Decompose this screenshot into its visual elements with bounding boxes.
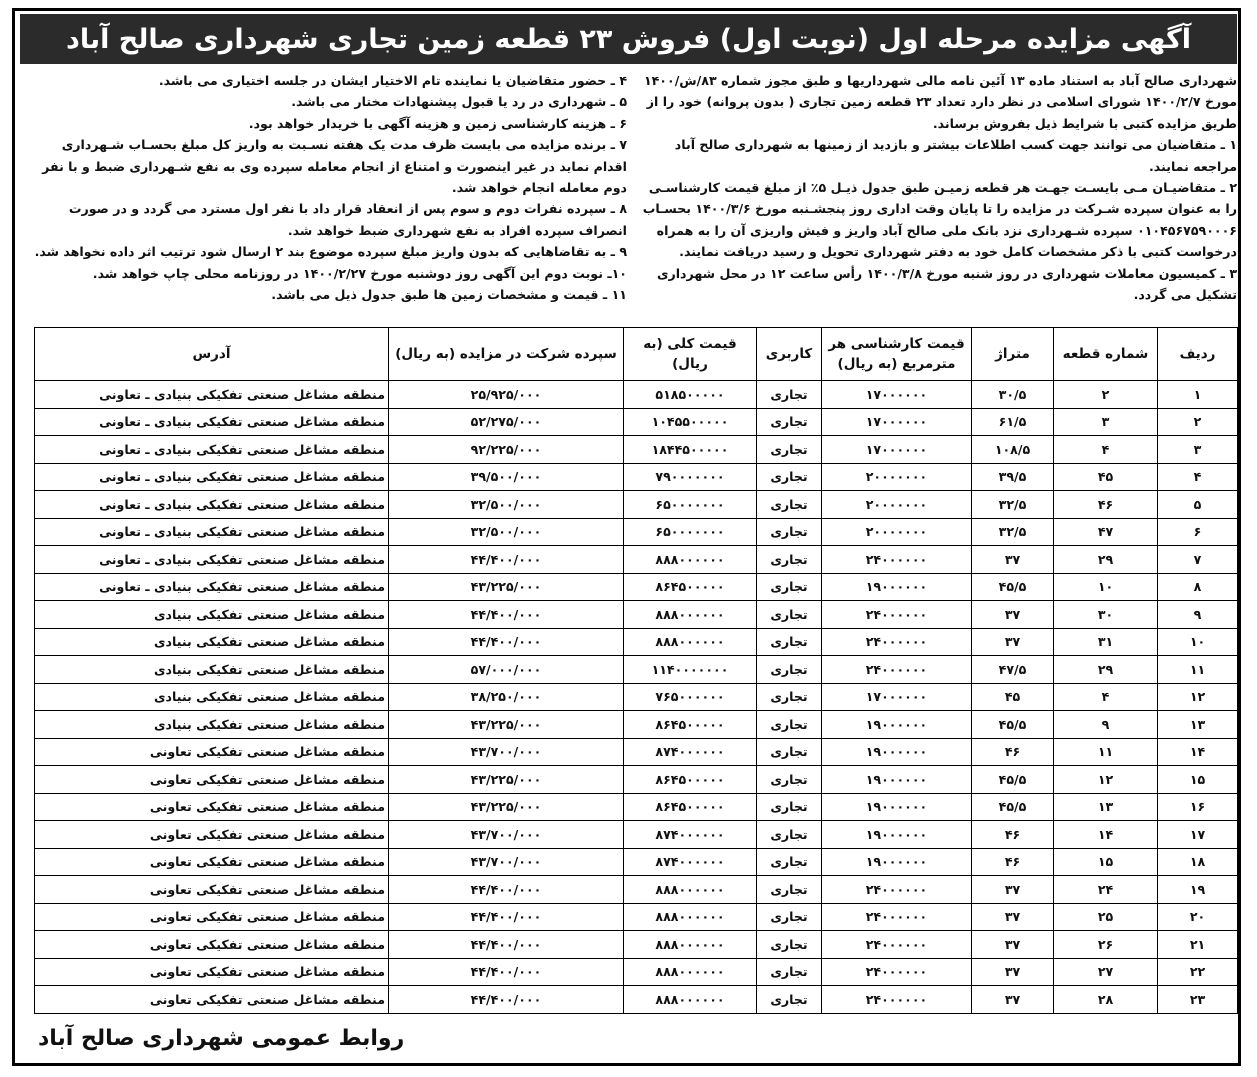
cell-price-per-sqm: ۲۰۰۰۰۰۰۰	[822, 463, 972, 491]
cell-area: ۳۷	[972, 546, 1054, 574]
cell-usage: تجاری	[757, 711, 822, 739]
table-row	[35, 986, 1238, 1014]
cell-total-price: ۱۸۴۴۵۰۰۰۰۰	[624, 436, 757, 464]
ad-title: آگهی مزایده مرحله اول (نوبت اول) فروش ۲۳ قطعه زمین تجاری شهرداری صالح آباد	[66, 23, 1191, 55]
cell-area: ۴۵/۵	[972, 573, 1054, 601]
table-row	[35, 601, 1238, 629]
cell-area: ۴۶	[972, 848, 1054, 876]
cell-price-per-sqm: ۲۴۰۰۰۰۰۰	[822, 656, 972, 684]
cell-row-number: ۸	[1158, 573, 1238, 601]
cell-deposit: ۴۴/۴۰۰/۰۰۰	[389, 876, 624, 904]
cell-deposit: ۹۲/۲۲۵/۰۰۰	[389, 436, 624, 464]
cell-row-number: ۱۷	[1158, 821, 1238, 849]
cell-deposit: ۴۴/۴۰۰/۰۰۰	[389, 986, 624, 1014]
cell-total-price: ۵۱۸۵۰۰۰۰۰	[624, 381, 757, 409]
cell-usage: تجاری	[757, 931, 822, 959]
cell-total-price: ۶۵۰۰۰۰۰۰۰	[624, 518, 757, 546]
cell-deposit: ۳۹/۵۰۰/۰۰۰	[389, 463, 624, 491]
cell-price-per-sqm: ۲۴۰۰۰۰۰۰	[822, 628, 972, 656]
cell-row-number: ۱۲	[1158, 683, 1238, 711]
cell-usage: تجاری	[757, 656, 822, 684]
cell-parcel-number: ۴۷	[1054, 518, 1158, 546]
cell-deposit: ۲۵/۹۲۵/۰۰۰	[389, 381, 624, 409]
cell-parcel-number: ۲۶	[1054, 931, 1158, 959]
cell-total-price: ۷۶۵۰۰۰۰۰۰	[624, 683, 757, 711]
cell-area: ۴۶	[972, 738, 1054, 766]
footer-signature: روابط عمومی شهرداری صالح آباد	[38, 1026, 405, 1051]
cell-deposit: ۴۴/۴۰۰/۰۰۰	[389, 601, 624, 629]
table-row	[35, 931, 1238, 959]
cell-area: ۴۷/۵	[972, 656, 1054, 684]
cell-parcel-number: ۱۵	[1054, 848, 1158, 876]
cell-usage: تجاری	[757, 463, 822, 491]
table-row	[35, 793, 1238, 821]
cell-usage: تجاری	[757, 738, 822, 766]
cell-parcel-number: ۲	[1054, 381, 1158, 409]
cell-area: ۳۷	[972, 931, 1054, 959]
cell-address: منطقه مشاغل صنعتی تفکیکی بنیادی	[35, 601, 389, 629]
cell-price-per-sqm: ۲۰۰۰۰۰۰۰	[822, 518, 972, 546]
cell-deposit: ۳۸/۲۵۰/۰۰۰	[389, 683, 624, 711]
cell-address: منطقه مشاغل صنعتی تفکیکی تعاونی	[35, 821, 389, 849]
cell-usage: تجاری	[757, 628, 822, 656]
cell-usage: تجاری	[757, 821, 822, 849]
cell-area: ۴۶	[972, 821, 1054, 849]
table-row	[35, 491, 1238, 519]
cell-row-number: ۲۳	[1158, 986, 1238, 1014]
cell-address: منطقه مشاغل صنعتی تفکیکی تعاونی	[35, 848, 389, 876]
cell-address: منطقه مشاغل صنعتی تفکیکی بنیادی ـ تعاونی	[35, 518, 389, 546]
cell-price-per-sqm: ۱۹۰۰۰۰۰۰	[822, 573, 972, 601]
cell-row-number: ۶	[1158, 518, 1238, 546]
cell-area: ۳۷	[972, 986, 1054, 1014]
cell-row-number: ۴	[1158, 463, 1238, 491]
cell-total-price: ۶۵۰۰۰۰۰۰۰	[624, 491, 757, 519]
cell-address: منطقه مشاغل صنعتی تفکیکی تعاونی	[35, 766, 389, 794]
header-address: آدرس	[35, 328, 389, 381]
table-row	[35, 656, 1238, 684]
cell-usage: تجاری	[757, 381, 822, 409]
cell-area: ۳۷	[972, 601, 1054, 629]
cell-total-price: ۸۷۴۰۰۰۰۰۰	[624, 821, 757, 849]
cell-address: منطقه مشاغل صنعتی تفکیکی بنیادی ـ تعاونی	[35, 491, 389, 519]
cell-address: منطقه مشاغل صنعتی تفکیکی تعاونی	[35, 931, 389, 959]
cell-address: منطقه مشاغل صنعتی تفکیکی بنیادی ـ تعاونی	[35, 546, 389, 574]
cell-total-price: ۸۶۴۵۰۰۰۰۰	[624, 793, 757, 821]
cell-usage: تجاری	[757, 601, 822, 629]
cell-usage: تجاری	[757, 546, 822, 574]
cell-deposit: ۴۳/۲۲۵/۰۰۰	[389, 793, 624, 821]
cell-address: منطقه مشاغل صنعتی تفکیکی بنیادی ـ تعاونی	[35, 381, 389, 409]
cell-price-per-sqm: ۱۷۰۰۰۰۰۰	[822, 683, 972, 711]
cell-row-number: ۱۴	[1158, 738, 1238, 766]
table-row	[35, 683, 1238, 711]
cell-address: منطقه مشاغل صنعتی تفکیکی بنیادی	[35, 711, 389, 739]
conditions-left-column	[31, 70, 627, 305]
condition-item-9: ۹ ـ به تقاضاهایی که بدون واریز مبلغ سپرده موضوع بند ۲ ارسال شود ترتیب اثر داده نخواهد شد.	[34, 244, 627, 260]
header-area: متراژ	[972, 328, 1054, 381]
cell-deposit: ۴۳/۲۲۵/۰۰۰	[389, 573, 624, 601]
cell-parcel-number: ۱۰	[1054, 573, 1158, 601]
cell-total-price: ۸۸۸۰۰۰۰۰۰	[624, 986, 757, 1014]
cell-parcel-number: ۴	[1054, 683, 1158, 711]
cell-row-number: ۱۵	[1158, 766, 1238, 794]
cell-parcel-number: ۳۰	[1054, 601, 1158, 629]
cell-deposit: ۵۷/۰۰۰/۰۰۰	[389, 656, 624, 684]
cell-usage: تجاری	[757, 491, 822, 519]
cell-price-per-sqm: ۱۷۰۰۰۰۰۰	[822, 408, 972, 436]
table-row	[35, 518, 1238, 546]
cell-total-price: ۸۸۸۰۰۰۰۰۰	[624, 958, 757, 986]
cell-usage: تجاری	[757, 903, 822, 931]
cell-usage: تجاری	[757, 436, 822, 464]
condition-item-5: ۵ ـ شهرداری در رد یا قبول پیشنهادات مختار می باشد.	[291, 94, 627, 110]
cell-address: منطقه مشاغل صنعتی تفکیکی تعاونی	[35, 793, 389, 821]
cell-deposit: ۴۳/۷۰۰/۰۰۰	[389, 738, 624, 766]
cell-parcel-number: ۹	[1054, 711, 1158, 739]
cell-total-price: ۸۸۸۰۰۰۰۰۰	[624, 876, 757, 904]
table-row	[35, 848, 1238, 876]
table-row	[35, 436, 1238, 464]
cell-total-price: ۱۱۴۰۰۰۰۰۰۰	[624, 656, 757, 684]
cell-parcel-number: ۲۸	[1054, 986, 1158, 1014]
cell-area: ۴۵/۵	[972, 711, 1054, 739]
cell-parcel-number: ۱۴	[1054, 821, 1158, 849]
cell-address: منطقه مشاغل صنعتی تفکیکی تعاونی	[35, 876, 389, 904]
ad-title-bar	[20, 14, 1237, 64]
cell-address: منطقه مشاغل صنعتی تفکیکی بنیادی	[35, 656, 389, 684]
cell-row-number: ۲۲	[1158, 958, 1238, 986]
header-row-number: ردیف	[1158, 328, 1238, 381]
cell-deposit: ۴۳/۷۰۰/۰۰۰	[389, 821, 624, 849]
cell-price-per-sqm: ۱۹۰۰۰۰۰۰	[822, 793, 972, 821]
cell-price-per-sqm: ۱۷۰۰۰۰۰۰	[822, 436, 972, 464]
cell-row-number: ۱۳	[1158, 711, 1238, 739]
cell-address: منطقه مشاغل صنعتی تفکیکی بنیادی ـ تعاونی	[35, 463, 389, 491]
cell-deposit: ۴۳/۷۰۰/۰۰۰	[389, 848, 624, 876]
cell-row-number: ۱۶	[1158, 793, 1238, 821]
cell-row-number: ۲۱	[1158, 931, 1238, 959]
cell-usage: تجاری	[757, 766, 822, 794]
cell-price-per-sqm: ۱۹۰۰۰۰۰۰	[822, 766, 972, 794]
condition-item-3: ۳ ـ کمیسیون معاملات شهرداری در روز شنبه مورخ ۱۴۰۰/۳/۸ رأس ساعت ۱۲ در محل شهرداری تشکیل می گردد.	[656, 265, 1237, 303]
cell-price-per-sqm: ۱۹۰۰۰۰۰۰	[822, 738, 972, 766]
cell-parcel-number: ۴۶	[1054, 491, 1158, 519]
cell-deposit: ۴۳/۲۲۵/۰۰۰	[389, 766, 624, 794]
intro-paragraph: شهرداری صالح آباد به استناد ماده ۱۳ آئین نامه مالی شهرداریها و طبق مجوز شماره ۸۳/ش/۱۴۰۰ مورخ ۱۴۰۰/۲/۷ شورای اسلامی در نظر دارد تعداد ۲۳ قطعه زمین تجاری ( بدون پروانه) خود را از طریق مزایده کتبی با شرایط ذیل بفروش برساند.	[643, 73, 1237, 131]
table-header-row	[35, 328, 1238, 381]
cell-area: ۴۵/۵	[972, 793, 1054, 821]
cell-total-price: ۸۶۴۵۰۰۰۰۰	[624, 573, 757, 601]
cell-usage: تجاری	[757, 793, 822, 821]
cell-total-price: ۸۷۴۰۰۰۰۰۰	[624, 738, 757, 766]
header-parcel-number: شماره قطعه	[1054, 328, 1158, 381]
cell-address: منطقه مشاغل صنعتی تفکیکی تعاونی	[35, 986, 389, 1014]
cell-price-per-sqm: ۱۹۰۰۰۰۰۰	[822, 711, 972, 739]
cell-address: منطقه مشاغل صنعتی تفکیکی بنیادی	[35, 683, 389, 711]
conditions-right-column	[641, 70, 1237, 305]
cell-row-number: ۷	[1158, 546, 1238, 574]
cell-deposit: ۴۴/۴۰۰/۰۰۰	[389, 958, 624, 986]
table-row	[35, 903, 1238, 931]
cell-row-number: ۹	[1158, 601, 1238, 629]
cell-parcel-number: ۲۴	[1054, 876, 1158, 904]
table-row	[35, 546, 1238, 574]
cell-deposit: ۴۴/۴۰۰/۰۰۰	[389, 931, 624, 959]
cell-row-number: ۲۰	[1158, 903, 1238, 931]
cell-area: ۳۷	[972, 628, 1054, 656]
cell-area: ۳۷	[972, 876, 1054, 904]
cell-deposit: ۳۲/۵۰۰/۰۰۰	[389, 491, 624, 519]
condition-item-4: ۴ ـ حضور متقاضیان یا نماینده تام الاختیار ایشان در جلسه اختیاری می باشد.	[158, 73, 627, 88]
cell-usage: تجاری	[757, 958, 822, 986]
cell-deposit: ۳۲/۵۰۰/۰۰۰	[389, 518, 624, 546]
cell-row-number: ۲	[1158, 408, 1238, 436]
cell-address: منطقه مشاغل صنعتی تفکیکی تعاونی	[35, 958, 389, 986]
header-deposit: سپرده شرکت در مزایده (به ریال)	[389, 328, 624, 381]
cell-area: ۳۷	[972, 958, 1054, 986]
cell-row-number: ۱۱	[1158, 656, 1238, 684]
condition-item-10: ۱۰ـ نوبت دوم این آگهی روز دوشنبه مورخ ۱۴۰۰/۲/۲۷ در روزنامه محلی چاپ خواهد شد.	[92, 265, 627, 281]
cell-area: ۳۰/۵	[972, 381, 1054, 409]
cell-parcel-number: ۱۳	[1054, 793, 1158, 821]
table-row	[35, 628, 1238, 656]
condition-item-7: ۷ ـ برنده مزایده می بایست ظرف مدت یک هفته نسـبت به واریز کل مبلغ بحسـاب شـهرداری اقدام نماید در غیر اینصورت و امتناع از انجام معامله سپرده وی به نفع شـهرداری ضبط و با نفر دوم معامله انجام خواهد شد.	[42, 137, 627, 196]
table-row	[35, 738, 1238, 766]
cell-deposit: ۴۴/۴۰۰/۰۰۰	[389, 546, 624, 574]
cell-address: منطقه مشاغل صنعتی تفکیکی بنیادی ـ تعاونی	[35, 436, 389, 464]
header-price-per-sqm: قیمت کارشناسی هر مترمربع (به ریال)	[822, 328, 972, 381]
cell-parcel-number: ۲۷	[1054, 958, 1158, 986]
cell-usage: تجاری	[757, 518, 822, 546]
cell-total-price: ۸۸۸۰۰۰۰۰۰	[624, 601, 757, 629]
cell-total-price: ۸۸۸۰۰۰۰۰۰	[624, 931, 757, 959]
cell-deposit: ۴۴/۴۰۰/۰۰۰	[389, 628, 624, 656]
condition-item-6: ۶ ـ هزینه کارشناسی زمین و هزینه آگهی با خریدار خواهد بود.	[248, 115, 627, 131]
cell-row-number: ۱	[1158, 381, 1238, 409]
cell-parcel-number: ۳	[1054, 408, 1158, 436]
condition-item-11: ۱۱ ـ قیمت و مشخصات زمین ها طبق جدول ذیل می باشد.	[271, 287, 627, 303]
cell-area: ۳۲/۵	[972, 491, 1054, 519]
cell-address: منطقه مشاغل صنعتی تفکیکی تعاونی	[35, 903, 389, 931]
cell-total-price: ۸۸۸۰۰۰۰۰۰	[624, 903, 757, 931]
cell-total-price: ۸۸۸۰۰۰۰۰۰	[624, 546, 757, 574]
cell-row-number: ۵	[1158, 491, 1238, 519]
cell-area: ۳۲/۵	[972, 518, 1054, 546]
cell-area: ۱۰۸/۵	[972, 436, 1054, 464]
cell-price-per-sqm: ۱۷۰۰۰۰۰۰	[822, 381, 972, 409]
cell-deposit: ۴۳/۲۲۵/۰۰۰	[389, 711, 624, 739]
cell-total-price: ۸۶۴۵۰۰۰۰۰	[624, 766, 757, 794]
cell-row-number: ۱۰	[1158, 628, 1238, 656]
cell-area: ۴۵/۵	[972, 766, 1054, 794]
cell-address: منطقه مشاغل صنعتی تفکیکی بنیادی ـ تعاونی	[35, 408, 389, 436]
cell-price-per-sqm: ۲۰۰۰۰۰۰۰	[822, 491, 972, 519]
table-row	[35, 711, 1238, 739]
cell-total-price: ۸۸۸۰۰۰۰۰۰	[624, 628, 757, 656]
table-row	[35, 381, 1238, 409]
condition-item-8: ۸ ـ سپرده نفرات دوم و سوم پس از انعقاد قرار داد با نفر اول مسترد می گردد و در صورت انصراف سپرده افراد به نفع شهرداری ضبط خواهد شد.	[68, 201, 627, 238]
cell-price-per-sqm: ۲۴۰۰۰۰۰۰	[822, 546, 972, 574]
cell-area: ۳۷	[972, 903, 1054, 931]
table-row	[35, 876, 1238, 904]
cell-parcel-number: ۴۵	[1054, 463, 1158, 491]
cell-address: منطقه مشاغل صنعتی تفکیکی بنیادی ـ تعاونی	[35, 573, 389, 601]
cell-row-number: ۱۸	[1158, 848, 1238, 876]
cell-parcel-number: ۴	[1054, 436, 1158, 464]
cell-area: ۳۹/۵	[972, 463, 1054, 491]
cell-row-number: ۱۹	[1158, 876, 1238, 904]
cell-deposit: ۴۴/۴۰۰/۰۰۰	[389, 903, 624, 931]
cell-price-per-sqm: ۲۴۰۰۰۰۰۰	[822, 986, 972, 1014]
cell-parcel-number: ۱۱	[1054, 738, 1158, 766]
cell-parcel-number: ۲۹	[1054, 546, 1158, 574]
table-row	[35, 766, 1238, 794]
cell-price-per-sqm: ۲۴۰۰۰۰۰۰	[822, 931, 972, 959]
cell-price-per-sqm: ۱۹۰۰۰۰۰۰	[822, 848, 972, 876]
cell-usage: تجاری	[757, 986, 822, 1014]
header-total-price: قیمت کلی (به ریال)	[624, 328, 757, 381]
cell-parcel-number: ۱۲	[1054, 766, 1158, 794]
cell-usage: تجاری	[757, 876, 822, 904]
cell-address: منطقه مشاغل صنعتی تفکیکی تعاونی	[35, 738, 389, 766]
cell-address: منطقه مشاغل صنعتی تفکیکی بنیادی	[35, 628, 389, 656]
condition-item-1: ۱ ـ متقاضیان می توانند جهت کسب اطلاعات بیشتر و بازدید از زمینها به شهرداری صالح آباد مراجعه نمایند.	[674, 137, 1237, 174]
land-parcels-table	[34, 327, 1238, 1014]
table-row	[35, 463, 1238, 491]
cell-total-price: ۷۹۰۰۰۰۰۰۰	[624, 463, 757, 491]
table-row	[35, 573, 1238, 601]
cell-usage: تجاری	[757, 573, 822, 601]
header-usage: کاربری	[757, 328, 822, 381]
cell-price-per-sqm: ۲۴۰۰۰۰۰۰	[822, 958, 972, 986]
condition-item-2: ۲ ـ متقاضیـان مـی بایسـت جهـت هر قطعه زمیـن طبق جدول ذیـل ۵٪ از مبلغ قیمت کارشناسـی را به عنوان سپرده شـرکت در مزایده را تا پایان وقت اداری روز پنجشـنبه مورخ ۱۴۰۰/۳/۶ بحسـاب ۰۱۰۴۵۶۷۵۹۰۰۰۶ سپرده شـهرداری نزد بانک ملی صالح آباد واریز و فیش واریزی آن را به همراه درخواست کتبی با ذکر مشخصات کامل خود به دفتر شهرداری تحویل و رسید دریافت نمایند.	[642, 180, 1237, 260]
cell-usage: تجاری	[757, 848, 822, 876]
cell-price-per-sqm: ۲۴۰۰۰۰۰۰	[822, 601, 972, 629]
cell-price-per-sqm: ۱۹۰۰۰۰۰۰	[822, 821, 972, 849]
cell-parcel-number: ۲۹	[1054, 656, 1158, 684]
cell-parcel-number: ۲۵	[1054, 903, 1158, 931]
cell-total-price: ۸۶۴۵۰۰۰۰۰	[624, 711, 757, 739]
cell-usage: تجاری	[757, 683, 822, 711]
cell-area: ۴۵	[972, 683, 1054, 711]
table-row	[35, 821, 1238, 849]
table-body	[35, 381, 1238, 1014]
cell-area: ۶۱/۵	[972, 408, 1054, 436]
cell-price-per-sqm: ۲۴۰۰۰۰۰۰	[822, 876, 972, 904]
cell-row-number: ۳	[1158, 436, 1238, 464]
cell-total-price: ۱۰۴۵۵۰۰۰۰۰	[624, 408, 757, 436]
table-row	[35, 408, 1238, 436]
table-row	[35, 958, 1238, 986]
cell-total-price: ۸۷۴۰۰۰۰۰۰	[624, 848, 757, 876]
cell-parcel-number: ۳۱	[1054, 628, 1158, 656]
cell-deposit: ۵۲/۲۷۵/۰۰۰	[389, 408, 624, 436]
cell-usage: تجاری	[757, 408, 822, 436]
cell-price-per-sqm: ۲۴۰۰۰۰۰۰	[822, 903, 972, 931]
